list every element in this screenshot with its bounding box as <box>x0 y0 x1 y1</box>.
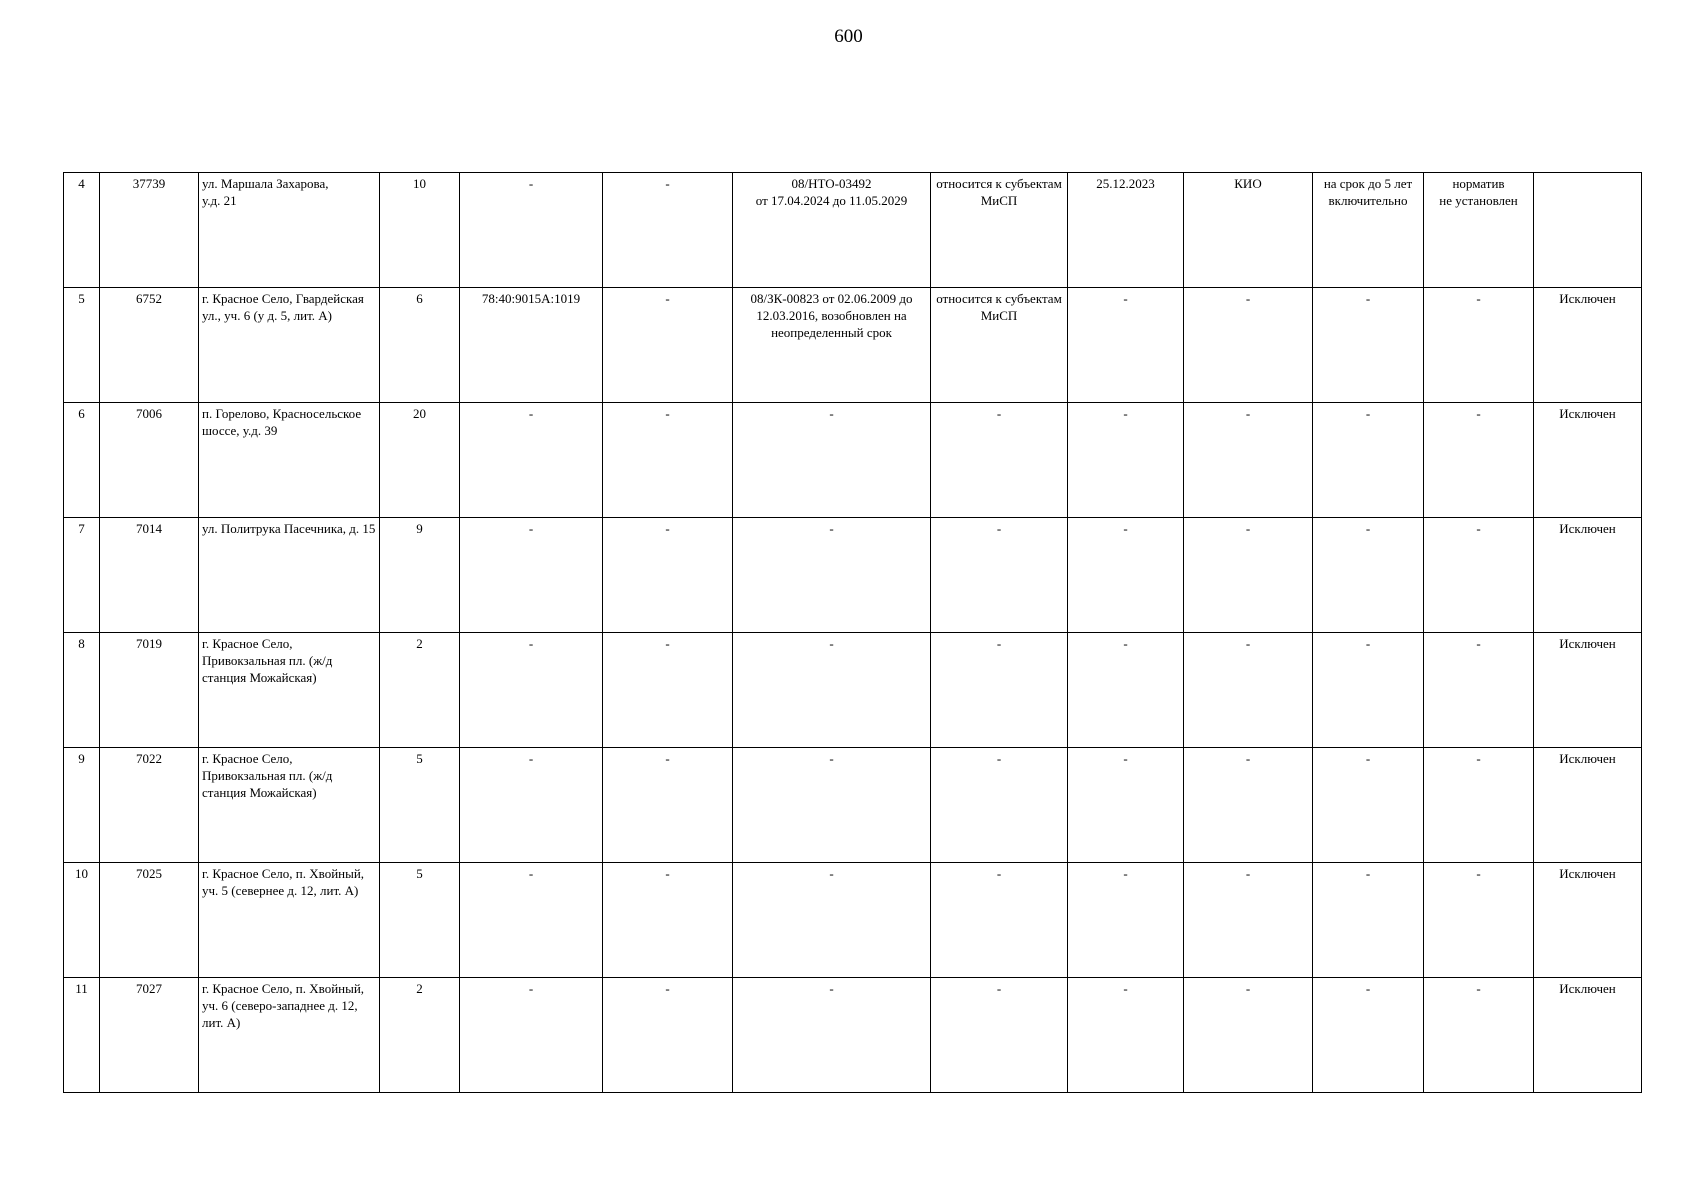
term-cell: - <box>1313 288 1424 403</box>
contract-cell: - <box>733 518 931 633</box>
extra-info-cell: - <box>603 173 733 288</box>
norm-cell: - <box>1424 633 1534 748</box>
authority-cell: - <box>1184 633 1313 748</box>
object-id-cell: 6752 <box>100 288 199 403</box>
norm-cell: - <box>1424 518 1534 633</box>
area-cell: 10 <box>380 173 460 288</box>
term-cell: на срок до 5 лет включительно <box>1313 173 1424 288</box>
msp-status-cell: относится к субъектам МиСП <box>931 173 1068 288</box>
table-row <box>64 978 1642 1093</box>
status-cell: Исключен <box>1534 978 1642 1093</box>
extra-info-cell: - <box>603 633 733 748</box>
extra-info-cell: - <box>603 748 733 863</box>
table-row <box>64 173 1642 288</box>
table-row <box>64 633 1642 748</box>
contract-cell: 08/ЗК-00823 от 02.06.2009 до 12.03.2016, возобновлен на неопределенный срок <box>733 288 931 403</box>
row-number-cell: 8 <box>64 633 100 748</box>
row-number-cell: 5 <box>64 288 100 403</box>
term-cell: - <box>1313 633 1424 748</box>
msp-status-cell: относится к субъектам МиСП <box>931 288 1068 403</box>
area-cell: 5 <box>380 748 460 863</box>
extra-info-cell: - <box>603 978 733 1093</box>
contract-cell: - <box>733 633 931 748</box>
authority-cell: - <box>1184 863 1313 978</box>
object-id-cell: 7027 <box>100 978 199 1093</box>
cadastral-number-cell: - <box>460 748 603 863</box>
term-cell: - <box>1313 748 1424 863</box>
table-body <box>64 173 1642 1093</box>
extra-info-cell: - <box>603 288 733 403</box>
norm-cell: норматив не установлен <box>1424 173 1534 288</box>
cadastral-number-cell: - <box>460 633 603 748</box>
area-cell: 9 <box>380 518 460 633</box>
row-number-cell: 11 <box>64 978 100 1093</box>
address-cell: ул. Маршала Захарова, у.д. 21 <box>199 173 380 288</box>
page-number: 600 <box>834 26 863 47</box>
authority-cell: КИО <box>1184 173 1313 288</box>
msp-status-cell: - <box>931 978 1068 1093</box>
contract-cell: - <box>733 748 931 863</box>
row-number-cell: 4 <box>64 173 100 288</box>
contract-cell: - <box>733 978 931 1093</box>
object-id-cell: 7022 <box>100 748 199 863</box>
object-id-cell: 37739 <box>100 173 199 288</box>
authority-cell: - <box>1184 403 1313 518</box>
norm-cell: - <box>1424 748 1534 863</box>
msp-status-cell: - <box>931 633 1068 748</box>
cadastral-number-cell: - <box>460 403 603 518</box>
norm-cell: - <box>1424 403 1534 518</box>
contract-cell: 08/НТО-03492 от 17.04.2024 до 11.05.2029 <box>733 173 931 288</box>
row-number-cell: 6 <box>64 403 100 518</box>
date-cell: - <box>1068 288 1184 403</box>
status-cell: Исключен <box>1534 748 1642 863</box>
extra-info-cell: - <box>603 863 733 978</box>
row-number-cell: 7 <box>64 518 100 633</box>
cadastral-number-cell: 78:40:9015А:1019 <box>460 288 603 403</box>
date-cell: 25.12.2023 <box>1068 173 1184 288</box>
term-cell: - <box>1313 978 1424 1093</box>
date-cell: - <box>1068 748 1184 863</box>
authority-cell: - <box>1184 748 1313 863</box>
norm-cell: - <box>1424 288 1534 403</box>
area-cell: 6 <box>380 288 460 403</box>
row-number-cell: 9 <box>64 748 100 863</box>
status-cell: Исключен <box>1534 288 1642 403</box>
cadastral-number-cell: - <box>460 173 603 288</box>
address-cell: п. Горелово, Красносельское шоссе, у.д. 39 <box>199 403 380 518</box>
area-cell: 2 <box>380 633 460 748</box>
extra-info-cell: - <box>603 403 733 518</box>
address-cell: г. Красное Село, Привокзальная пл. (ж/д станция Можайская) <box>199 748 380 863</box>
address-cell: г. Красное Село, п. Хвойный, уч. 6 (северо-западнее д. 12, лит. А) <box>199 978 380 1093</box>
cadastral-number-cell: - <box>460 518 603 633</box>
cadastral-number-cell: - <box>460 978 603 1093</box>
cadastral-number-cell: - <box>460 863 603 978</box>
status-cell: Исключен <box>1534 403 1642 518</box>
authority-cell: - <box>1184 518 1313 633</box>
date-cell: - <box>1068 403 1184 518</box>
address-cell: г. Красное Село, п. Хвойный, уч. 5 (севернее д. 12, лит. А) <box>199 863 380 978</box>
table-row <box>64 748 1642 863</box>
date-cell: - <box>1068 518 1184 633</box>
table-row <box>64 288 1642 403</box>
authority-cell: - <box>1184 288 1313 403</box>
msp-status-cell: - <box>931 518 1068 633</box>
registry-table <box>63 172 1642 1093</box>
address-cell: ул. Политрука Пасечника, д. 15 <box>199 518 380 633</box>
table-row <box>64 863 1642 978</box>
date-cell: - <box>1068 633 1184 748</box>
contract-cell: - <box>733 403 931 518</box>
status-cell: Исключен <box>1534 633 1642 748</box>
area-cell: 5 <box>380 863 460 978</box>
norm-cell: - <box>1424 978 1534 1093</box>
table-row <box>64 518 1642 633</box>
term-cell: - <box>1313 403 1424 518</box>
contract-cell: - <box>733 863 931 978</box>
address-cell: г. Красное Село, Привокзальная пл. (ж/д станция Можайская) <box>199 633 380 748</box>
object-id-cell: 7019 <box>100 633 199 748</box>
msp-status-cell: - <box>931 863 1068 978</box>
address-cell: г. Красное Село, Гвардейская ул., уч. 6 (у д. 5, лит. А) <box>199 288 380 403</box>
area-cell: 2 <box>380 978 460 1093</box>
area-cell: 20 <box>380 403 460 518</box>
msp-status-cell: - <box>931 403 1068 518</box>
object-id-cell: 7014 <box>100 518 199 633</box>
msp-status-cell: - <box>931 748 1068 863</box>
row-number-cell: 10 <box>64 863 100 978</box>
date-cell: - <box>1068 863 1184 978</box>
norm-cell: - <box>1424 863 1534 978</box>
status-cell: Исключен <box>1534 863 1642 978</box>
extra-info-cell: - <box>603 518 733 633</box>
date-cell: - <box>1068 978 1184 1093</box>
status-cell: Исключен <box>1534 518 1642 633</box>
status-cell <box>1534 173 1642 288</box>
term-cell: - <box>1313 518 1424 633</box>
table-row <box>64 403 1642 518</box>
object-id-cell: 7025 <box>100 863 199 978</box>
authority-cell: - <box>1184 978 1313 1093</box>
term-cell: - <box>1313 863 1424 978</box>
object-id-cell: 7006 <box>100 403 199 518</box>
